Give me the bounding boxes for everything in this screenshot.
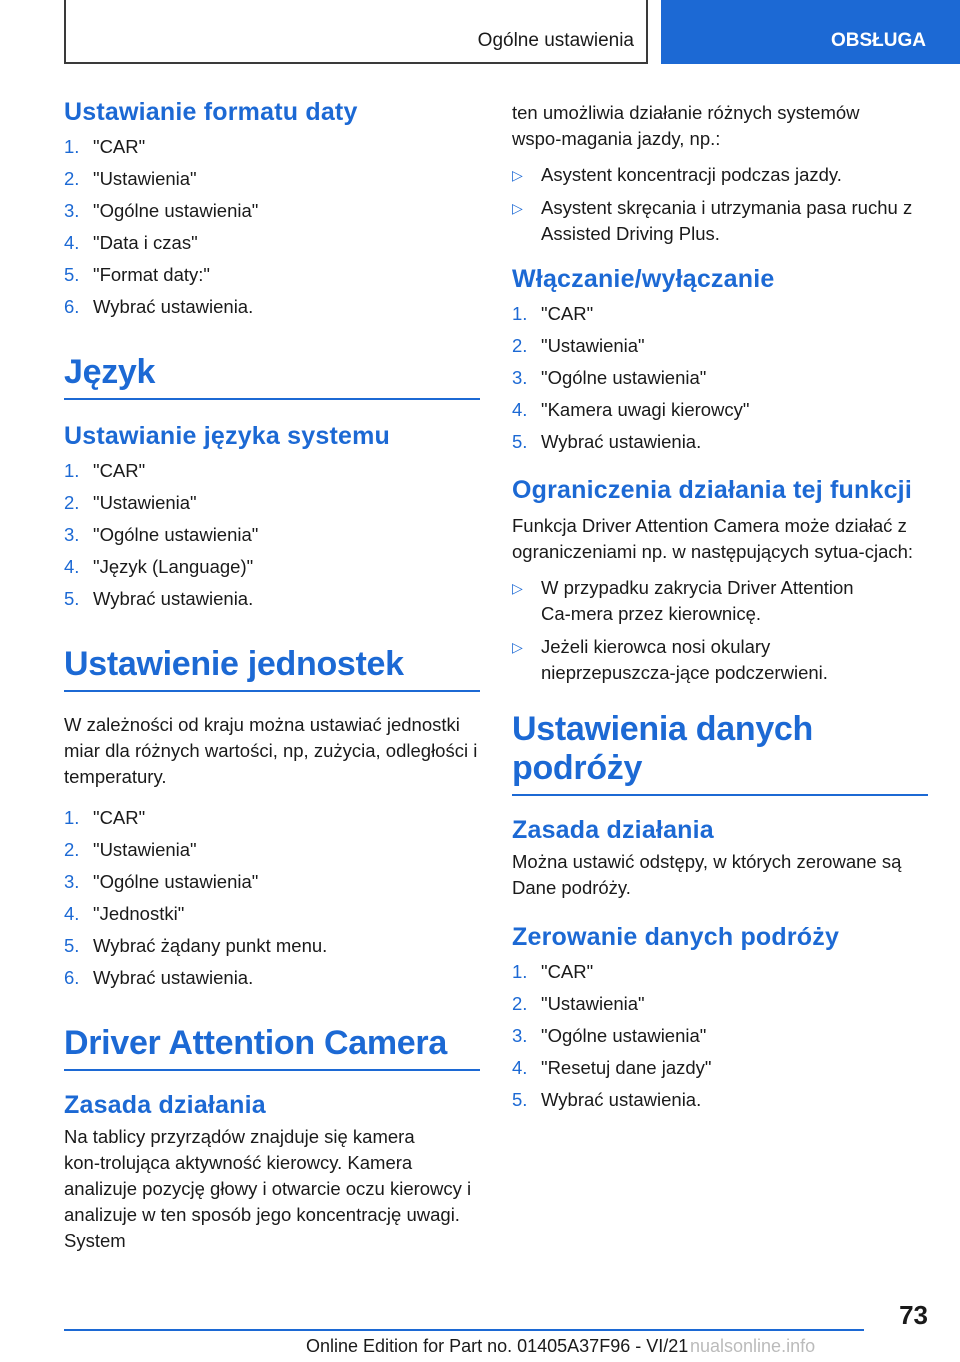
list-item: 3. "Ogólne ustawienia" [512,367,707,388]
list-item: ▷ Asystent koncentracji podczas jazdy. [512,162,928,188]
on-off-heading: Włączanie/wyłączanie [512,265,775,293]
header-section-tab [661,0,960,64]
header-title-box [64,0,648,64]
list-item: ▷ Jeżeli kierowca nosi okulary nieprzepuszcza‑jące podczerwieni. [512,636,828,683]
list-item: 4. "Resetuj dane jazdy" [512,1057,712,1078]
list-item: 3. "Ogólne ustawienia" [64,871,259,892]
units-steps [64,802,480,994]
continuation-text: ten umożliwia działanie różnych systemów wspo‑magania jazdy, np.: [512,102,860,149]
list-item: 5. Wybrać ustawienia. [64,588,254,609]
list-item: 3. "Ogólne ustawienia" [64,524,259,545]
list-item: 1. "CAR" [512,303,594,324]
footer-watermark: nualsonline.info [690,1336,816,1356]
triangle-bullet-icon: ▷ [512,639,523,655]
header-section-label: OBSŁUGA [831,30,926,51]
trip-reset-heading: Zerowanie danych podróży [512,923,840,951]
list-item: 6. Wybrać ustawienia. [64,967,254,988]
trip-data-title: Ustawienia danych podróży [512,710,928,796]
list-item: 4. "Jednostki" [64,903,185,924]
list-item: 5. Wybrać żądany punkt menu. [64,935,328,956]
list-item: 2. "Ustawienia" [512,993,645,1014]
systems-list [512,162,928,247]
trip-reset-steps [512,956,928,1116]
language-subheading: Ustawianie języka systemu [64,422,390,450]
language-steps [64,455,480,615]
triangle-bullet-icon: ▷ [512,580,523,596]
language-title: Język [64,353,480,400]
page-number: 73 [899,1300,928,1330]
list-item: 5. Wybrać ustawienia. [512,1089,702,1110]
list-item: 2. "Ustawienia" [64,168,197,189]
list-item: 3. "Ogólne ustawienia" [64,200,259,221]
list-item: 1. "CAR" [64,807,146,828]
list-item: 1. "CAR" [512,961,594,982]
footer-divider [64,1329,864,1331]
trip-principle-heading: Zasada działania [512,816,714,844]
list-item: 4. "Data i czas" [64,232,198,253]
list-item: 1. "CAR" [64,460,146,481]
driver-attention-text: Na tablicy przyrządów znajduje się kamera kon‑trolująca aktywność kierowcy. Kamera analizuje pozycję głowy i otwarcie oczu kierowcy i analizuje w ten sposób jego koncentrację uwagi. System [64,1126,472,1251]
list-item: ▷ W przypadku zakrycia Driver Attention Ca‑mera przez kierownicę. [512,577,854,624]
triangle-bullet-icon: ▷ [512,167,523,183]
list-item: 5. "Format daty:" [64,264,210,285]
list-item: ▷ Asystent skręcania i utrzymania pasa ruchu z Assisted Driving Plus. [512,197,913,244]
limits-list [512,575,928,686]
triangle-bullet-icon: ▷ [512,200,523,216]
list-item: 4. "Kamera uwagi kierowcy" [512,399,750,420]
units-text: W zależności od kraju można ustawiać jednostki miar dla różnych wartości, np, zużycia, odległości i temperatury. [64,714,478,787]
right-column [512,100,928,1116]
list-item: 4. "Język (Language)" [64,556,254,577]
list-item: 2. "Ustawienia" [64,492,197,513]
list-item: 1. "CAR" [64,136,146,157]
list-item: 5. Wybrać ustawienia. [512,431,702,452]
header-title: Ogólne ustawienia [477,30,634,51]
limits-text: Funkcja Driver Attention Camera może działać z ograniczeniami np. w następujących sytua‑cjach: [512,515,914,562]
left-column [64,98,480,1254]
on-off-steps [512,298,928,458]
date-format-steps [64,131,480,323]
list-item: 2. "Ustawienia" [512,335,645,356]
list-item: 3. "Ogólne ustawienia" [512,1025,707,1046]
limits-heading: Ograniczenia działania tej funkcji [512,476,912,504]
list-item: 2. "Ustawienia" [64,839,197,860]
trip-principle-text: Można ustawić odstępy, w których zerowane są Dane podróży. [512,851,902,898]
list-item: 6. Wybrać ustawienia. [64,296,254,317]
date-format-heading: Ustawianie formatu daty [64,98,358,126]
footer-edition: Online Edition for Part no. 01405A37F96 - VI/21 [306,1336,689,1356]
driver-attention-subheading: Zasada działania [64,1091,266,1119]
units-title: Ustawienie jednostek [64,645,480,692]
driver-attention-title: Driver Attention Camera [64,1024,480,1071]
